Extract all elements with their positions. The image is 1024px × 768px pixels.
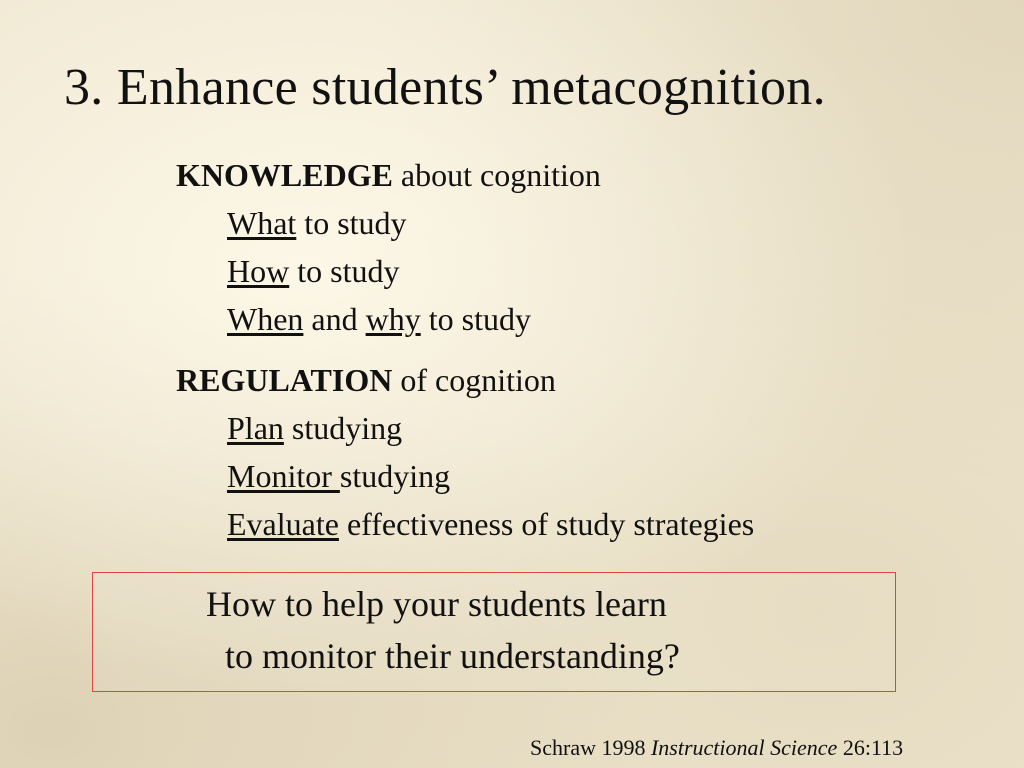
regulation-item-text: effectiveness of study strategies [338, 506, 755, 542]
knowledge-item-keyword: When [227, 301, 304, 337]
regulation-item-keyword: Monitor [227, 458, 340, 494]
knowledge-item-what [176, 199, 601, 247]
callout-question-line-1: How to help your students learn [206, 584, 667, 624]
regulation-heading [176, 356, 754, 404]
regulation-item-text: studying [283, 410, 403, 446]
regulation-item-monitor [176, 452, 754, 500]
knowledge-item-text-2: to study [420, 301, 531, 337]
slide-title: 3. Enhance students’ metacognition. [64, 59, 826, 116]
citation [530, 735, 903, 761]
regulation-item-evaluate [176, 500, 754, 548]
knowledge-heading [176, 151, 601, 199]
regulation-item-text: studying [339, 458, 451, 494]
knowledge-item-keyword: How [227, 253, 290, 289]
citation-author-year: Schraw 1998 [530, 735, 651, 760]
regulation-heading-lead: REGULATION [176, 362, 393, 398]
citation-volume-page: 26:113 [837, 735, 904, 760]
regulation-item-plan [176, 404, 754, 452]
knowledge-heading-lead: KNOWLEDGE [176, 157, 393, 193]
knowledge-item-how [176, 247, 601, 295]
regulation-item-keyword: Evaluate [227, 506, 339, 542]
regulation-section [176, 356, 754, 548]
citation-journal: Instructional Science [650, 735, 838, 760]
knowledge-item-when-why [176, 295, 601, 343]
callout-question-line-2: to monitor their understanding? [225, 636, 680, 676]
regulation-heading-rest: of cognition [392, 362, 556, 398]
question-callout-box [92, 572, 896, 692]
knowledge-heading-rest: about cognition [392, 157, 601, 193]
knowledge-section [176, 151, 601, 343]
knowledge-item-keyword-2: why [365, 301, 421, 337]
knowledge-item-text: to study [289, 253, 400, 289]
knowledge-item-text: to study [296, 205, 407, 241]
knowledge-item-text: and [303, 301, 366, 337]
regulation-item-keyword: Plan [227, 410, 284, 446]
knowledge-item-keyword: What [227, 205, 297, 241]
